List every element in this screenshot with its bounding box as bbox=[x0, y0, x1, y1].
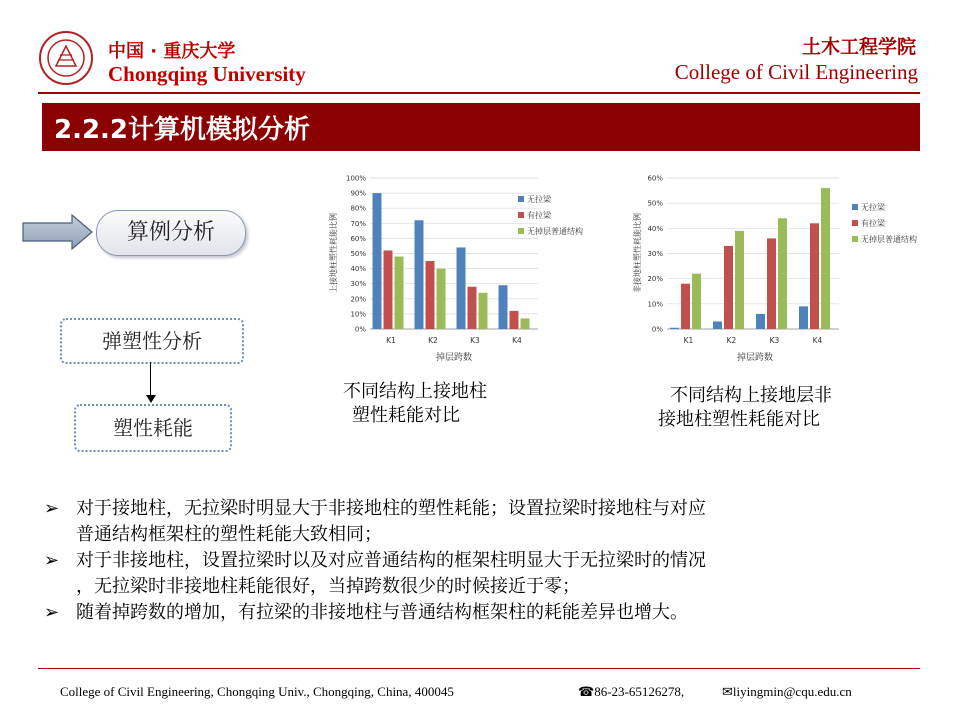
x-axis-label: 掉层跨数 bbox=[736, 353, 774, 363]
legend-label: 无掉层普通结构 bbox=[527, 227, 583, 236]
bar bbox=[521, 318, 530, 329]
conclusion-item bbox=[44, 548, 924, 600]
chart2-caption-line1: 不同结构上接地层非 bbox=[670, 385, 832, 406]
bar bbox=[499, 285, 508, 329]
legend-label: 无掉层普通结构 bbox=[861, 235, 917, 244]
chart1-caption-line1: 不同结构上接地柱 bbox=[343, 381, 487, 402]
legend-swatch bbox=[518, 228, 524, 234]
bar bbox=[457, 247, 466, 329]
bar bbox=[415, 220, 424, 329]
y-tick-label: 80% bbox=[350, 204, 366, 213]
bar bbox=[692, 274, 701, 329]
bar bbox=[778, 218, 787, 329]
y-tick-label: 60% bbox=[647, 174, 663, 183]
bar bbox=[437, 269, 446, 329]
example-analysis-label: 算例分析 bbox=[96, 210, 246, 256]
elastoplastic-analysis-box: 弹塑性分析 bbox=[60, 318, 244, 364]
conclusion-line: 对于非接地柱，设置拉梁时以及对应普通结构的框架柱明显大于无拉梁时的情况 bbox=[76, 550, 706, 571]
conclusion-line: 对于接地柱，无拉梁时明显大于非接地柱的塑性耗能；设置拉梁时接地柱与对应 bbox=[76, 498, 706, 519]
legend-swatch bbox=[518, 212, 524, 218]
y-tick-label: 90% bbox=[350, 189, 366, 198]
y-tick-label: 40% bbox=[350, 265, 366, 274]
university-name-cn: 中国 · 重庆大学 bbox=[108, 41, 236, 62]
university-name-en: Chongqing University bbox=[108, 62, 306, 86]
bullet-arrow-icon: ➢ bbox=[44, 602, 60, 623]
y-tick-label: 30% bbox=[647, 250, 663, 258]
bar bbox=[395, 257, 404, 329]
legend-swatch bbox=[852, 204, 858, 210]
x-tick-label: K3 bbox=[769, 336, 780, 345]
legend-swatch bbox=[518, 196, 524, 202]
bar bbox=[510, 311, 519, 329]
bar bbox=[724, 246, 733, 329]
x-tick-label: K2 bbox=[726, 336, 737, 345]
x-tick-label: K1 bbox=[683, 336, 694, 345]
conclusion-line: ，无拉梁时非接地柱耗能很好，当掉跨数很少的时候接近于零； bbox=[76, 576, 580, 597]
y-tick-label: 20% bbox=[647, 275, 663, 284]
bar bbox=[479, 293, 488, 329]
bar bbox=[468, 287, 477, 329]
bar bbox=[821, 188, 830, 329]
chart1-caption-line2: 塑性耗能对比 bbox=[352, 405, 460, 426]
bar bbox=[810, 223, 819, 329]
college-name-cn: 土木工程学院 bbox=[801, 36, 916, 58]
y-axis-label: 非接地柱塑性耗能比例 bbox=[633, 213, 642, 293]
chart1-caption bbox=[343, 380, 487, 428]
y-tick-label: 50% bbox=[647, 199, 663, 208]
legend-swatch bbox=[852, 220, 858, 226]
y-tick-label: 10% bbox=[350, 310, 366, 319]
bullet-arrow-icon: ➢ bbox=[44, 498, 60, 519]
x-tick-label: K2 bbox=[428, 336, 438, 345]
college-name-en: College of Civil Engineering bbox=[674, 60, 918, 84]
y-axis-label: 上接地柱塑性耗能比例 bbox=[329, 213, 338, 293]
y-tick-label: 70% bbox=[350, 219, 366, 228]
footer-divider bbox=[38, 668, 920, 669]
x-tick-label: K4 bbox=[812, 336, 823, 345]
footer-email: ✉liyingmin@cqu.edu.cn bbox=[722, 684, 852, 699]
legend-label: 有拉梁 bbox=[527, 211, 551, 220]
section-title: 2.2.2计算机模拟分析 bbox=[54, 115, 311, 145]
legend-label: 有拉梁 bbox=[861, 219, 885, 228]
bar bbox=[713, 321, 722, 329]
legend-label: 无拉梁 bbox=[861, 203, 885, 212]
conclusion-line: 随着掉跨数的增加，有拉梁的非接地柱与普通结构框架柱的耗能差异也增大。 bbox=[76, 602, 688, 623]
y-tick-label: 60% bbox=[350, 234, 366, 243]
chart2-caption-line2: 接地柱塑性耗能对比 bbox=[658, 409, 820, 430]
bar bbox=[426, 261, 435, 329]
x-tick-label: K3 bbox=[470, 336, 480, 345]
plastic-energy-box: 塑性耗能 bbox=[74, 404, 232, 452]
legend-label: 无拉梁 bbox=[527, 195, 551, 204]
bar bbox=[384, 250, 393, 329]
y-tick-label: 0% bbox=[651, 325, 663, 334]
conclusion-line: 普通结构框架柱的塑性耗能大致相同； bbox=[76, 524, 382, 545]
y-tick-label: 0% bbox=[354, 325, 366, 334]
bullet-arrow-icon: ➢ bbox=[44, 550, 60, 571]
x-tick-label: K1 bbox=[386, 336, 396, 345]
bar bbox=[799, 306, 808, 329]
bar bbox=[373, 193, 382, 329]
x-axis-label: 掉层跨数 bbox=[435, 353, 473, 363]
bar bbox=[767, 238, 776, 329]
legend-swatch bbox=[852, 236, 858, 242]
footer-address: College of Civil Engineering, Chongqing Univ., Chongqing, China, 400045 bbox=[60, 684, 454, 699]
y-tick-label: 10% bbox=[647, 300, 663, 309]
bar bbox=[670, 328, 679, 329]
footer-phone: ☎86-23-65126278, bbox=[578, 684, 685, 699]
bar bbox=[681, 284, 690, 329]
y-tick-label: 40% bbox=[647, 224, 663, 233]
y-tick-label: 30% bbox=[350, 280, 366, 289]
x-tick-label: K4 bbox=[512, 336, 522, 345]
bar bbox=[756, 314, 765, 329]
conclusion-item bbox=[44, 600, 924, 626]
bar bbox=[735, 231, 744, 329]
conclusion-list bbox=[44, 496, 924, 626]
y-tick-label: 20% bbox=[350, 295, 366, 304]
conclusion-item bbox=[44, 496, 924, 548]
chart2-caption bbox=[658, 384, 832, 432]
y-tick-label: 100% bbox=[345, 174, 366, 183]
y-tick-label: 50% bbox=[350, 250, 366, 258]
